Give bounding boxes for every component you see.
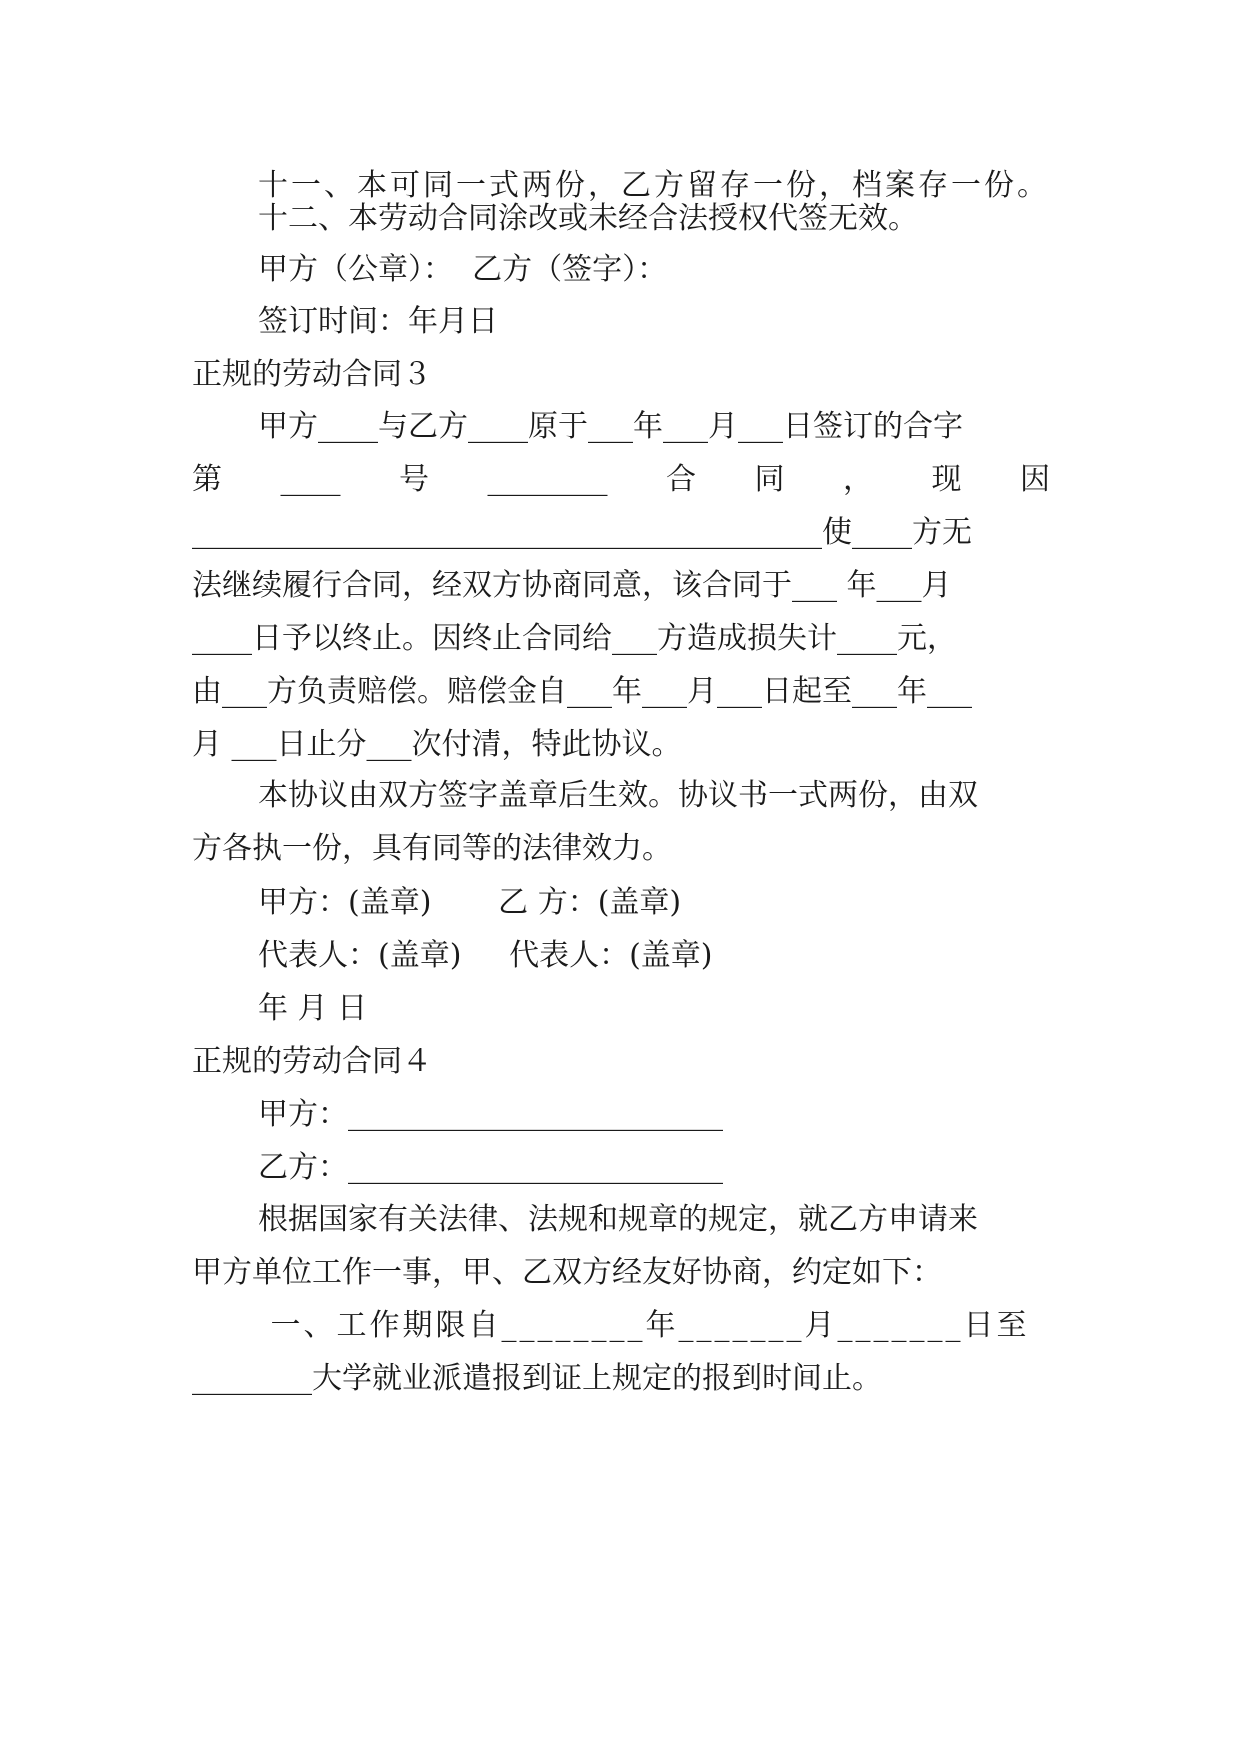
seal-line: 甲方：(盖章) 乙 方：(盖章) [258,885,682,920]
party-b-line: 乙方：_________________________ [258,1150,723,1185]
paragraph-line: ____日予以终止。因终止合同给___方造成损失计____元， [192,621,957,656]
date-line: 年 月 日 [258,991,368,1026]
clause-12: 十二、本劳动合同涂改或未经合法授权代签无效。 [258,201,918,236]
blank: ____ [280,462,341,497]
party-a-line: 甲方：_________________________ [258,1097,723,1132]
paragraph-line: __________________________________________使____方无 [192,515,972,550]
paragraph-line: ________大学就业派遣报到证上规定的报到时间止。 [192,1361,882,1396]
paragraph-line: 本协议由双方签字盖章后生效。协议书一式两份，由双 [258,778,978,813]
section-heading-4: 正规的劳动合同４ [192,1044,432,1079]
paragraph-line: 法继续履行合同，经双方协商同意，该合同于___ 年___月 [192,568,952,603]
word: 因 [1020,462,1050,497]
clause-11: 十一、本可同一式两份，乙方留存一份，档案存一份。 [258,168,1050,203]
justified-line [192,460,1050,500]
paragraph-line: 甲方单位工作一事，甲、乙双方经友好协商，约定如下： [192,1255,942,1290]
word: 号 [399,462,429,497]
word: 同 [754,462,785,497]
blank: ________ [487,462,608,497]
sign-date: 签订时间：年月日 [258,304,498,339]
section-heading-3: 正规的劳动合同３ [192,357,432,392]
word: ， [843,462,873,497]
word: 现 [931,462,962,497]
paragraph-line: 由___方负责赔偿。赔偿金自___年___月___日起至___年___ [192,674,972,709]
word: 第 [192,462,222,497]
signature-line: 甲方（公章）： 乙方（签字）： [258,252,668,287]
paragraph-line: 根据国家有关法律、法规和规章的规定，就乙方申请来 [258,1202,978,1237]
paragraph-line: 月 ___日止分___次付清，特此协议。 [192,727,682,762]
paragraph-line: 方各执一份，具有同等的法律效力。 [192,831,672,866]
clause-1: 一、工作期限自________年_______月_______日至 [258,1308,1030,1343]
word: 合 [666,462,696,497]
paragraph-line: 甲方____与乙方____原于___年___月___日签订的合字 [258,409,963,444]
representative-line: 代表人：(盖章) 代表人：(盖章) [258,938,713,973]
